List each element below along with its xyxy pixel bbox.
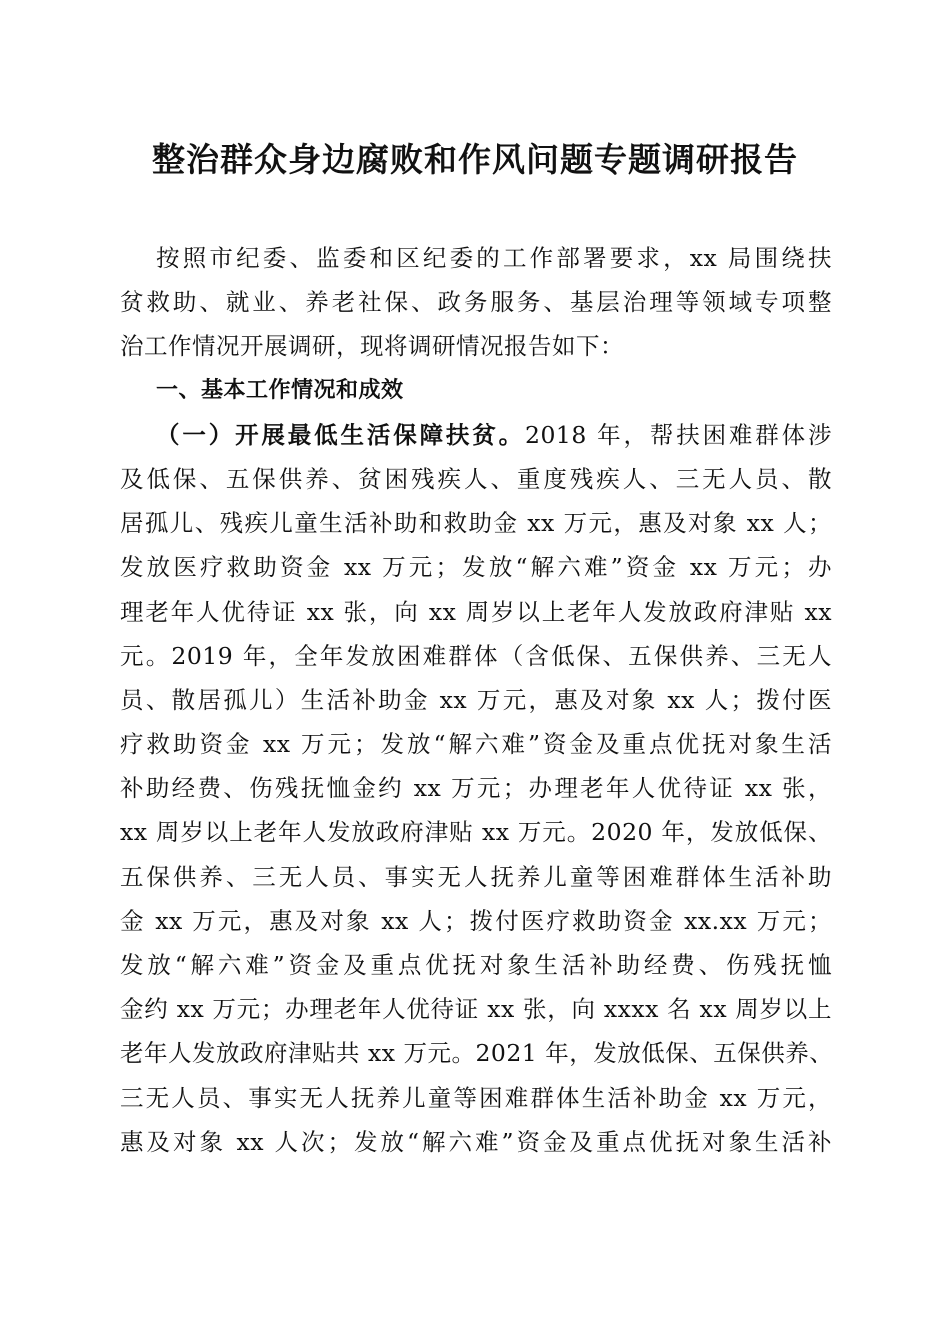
body-line: 惠及对象 xx 人次；发放“解六难”资金及重点优抚对象生活补 bbox=[120, 1127, 832, 1156]
body-line: 金约 xx 万元；办理老年人优待证 xx 张，向 xxxx 名 xx 周岁以上 bbox=[120, 995, 832, 1024]
subsection-heading-1: （一）开展最低生活保障扶贫。 bbox=[156, 420, 526, 449]
body-line: 元。2019 年，全年发放困难群体（含低保、五保供养、三无人 bbox=[120, 641, 832, 670]
body-line: 补助经费、伤残抚恤金约 xx 万元；办理老年人优待证 xx 张， bbox=[120, 774, 832, 803]
body-line: 五保供养、三无人员、事实无人抚养儿童等困难群体生活补助 bbox=[120, 862, 832, 891]
body-line: 疗救助资金 xx 万元；发放“解六难”资金及重点优抚对象生活 bbox=[120, 730, 832, 759]
body-line: 及低保、五保供养、贫困残疾人、重度残疾人、三无人员、散 bbox=[120, 464, 832, 493]
body-line: 金 xx 万元，惠及对象 xx 人；拨付医疗救助资金 xx.xx 万元； bbox=[120, 906, 832, 935]
body-line: 老年人发放政府津贴共 xx 万元。2021 年，发放低保、五保供养、 bbox=[120, 1039, 834, 1068]
body-line: 居孤儿、残疾儿童生活补助和救助金 xx 万元，惠及对象 xx 人； bbox=[120, 509, 832, 538]
document-body bbox=[120, 236, 832, 1164]
subsection-first-line-text: 2018 年，帮扶困难群体涉 bbox=[525, 420, 833, 449]
body-line: 发放医疗救助资金 xx 万元；发放“解六难”资金 xx 万元；办 bbox=[120, 553, 832, 582]
body-line: 员、散居孤儿）生活补助金 xx 万元，惠及对象 xx 人；拨付医 bbox=[120, 685, 832, 714]
body-line: xx 周岁以上老年人发放政府津贴 xx 万元。2020 年，发放低保、 bbox=[120, 818, 832, 847]
intro-line-2: 贫救助、就业、养老社保、政务服务、基层治理等领域专项整 bbox=[120, 288, 832, 317]
intro-line-3: 治工作情况开展调研，现将调研情况报告如下： bbox=[120, 332, 624, 361]
document-title: 整治群众身边腐败和作风问题专题调研报告 bbox=[152, 140, 798, 179]
body-line: 理老年人优待证 xx 张，向 xx 周岁以上老年人发放政府津贴 xx bbox=[120, 597, 832, 626]
intro-line-1: 按照市纪委、监委和区纪委的工作部署要求，xx 局围绕扶 bbox=[156, 244, 832, 272]
subsection-first-line bbox=[120, 413, 832, 457]
section-heading-1: 一、基本工作情况和成效 bbox=[156, 377, 404, 403]
body-line: 三无人员、事实无人抚养儿童等困难群体生活补助金 xx 万元， bbox=[120, 1083, 832, 1112]
body-line: 发放“解六难”资金及重点优抚对象生活补助经费、伤残抚恤 bbox=[120, 951, 832, 979]
